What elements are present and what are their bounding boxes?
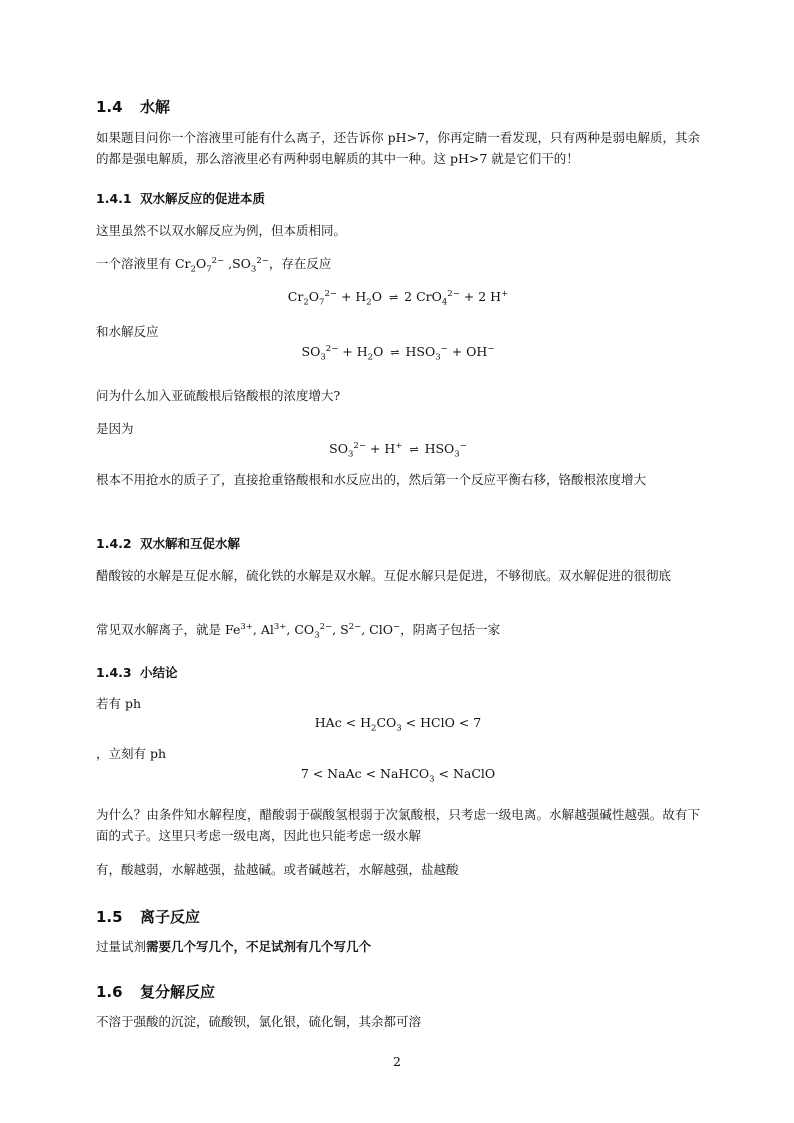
paragraph: 不溶于强酸的沉淀，硫酸钡，氯化银，硫化铜，其余都可溶 [96, 1014, 422, 1029]
subsection-heading-1-4-2: 1.4.2 双水解和互促水解 [96, 536, 241, 551]
paragraph: 根本不用抢水的质子了，直接抢重铬酸根和水反应出的，然后第一个反应平衡右移，铬酸根浓度增大 [96, 472, 647, 487]
inequality-acids: HAc < $H_2CO_3$ < HClO < 7 [314, 715, 482, 734]
paragraph: ，立刻有 ph [96, 746, 167, 761]
paragraph: 问为什么加入亚硫酸根后铬酸根的浓度增大? [96, 388, 341, 403]
paragraph: 有，酸越弱，水解越强，盐越碱。或者碱越若，水解越强，盐越酸 [96, 862, 459, 877]
section-heading-1-5: 1.5 离子反应 [96, 908, 201, 926]
paragraph: 醋酸铵的水解是互促水解，硫化铁的水解是双水解。互促水解只是促进，不够彻底。双水解促进的很彻底 [96, 568, 672, 583]
paragraph: 如果题目问你一个溶液里可能有什么离子，还告诉你 pH>7，你再定睛一看发现，只有两种是弱电解质，其余的都是强电解质，那么溶液里必有两种弱电解质的其中一种。这 pH>7 就是它们干的！ [96, 130, 700, 166]
inequality-salts: 7 < NaAc < NaHCO$_3$ < NaClO [300, 766, 496, 785]
page-number: 2 [393, 1054, 401, 1069]
equation-sulfite-protonation: $SO_3^{2-} + H^+$ ⇌ $HSO_3^-$ [329, 440, 467, 460]
equation-dichromate: $Cr_2O_7^{2-} + H_2O$ ⇌ 2 CrO$_4^{2-}$ + 2 H+ [287, 288, 509, 308]
paragraph-with-ions: 一个溶液里有 $Cr_2O_7^{2-}$ $,SO_3^{2-}$，存在反应 [96, 255, 332, 275]
subsection-heading-1-4-3: 1.4.3 小结论 [96, 665, 178, 680]
paragraph: 这里虽然不以双水解反应为例，但本质相同。 [96, 223, 347, 238]
paragraph: 若有 ph [96, 696, 142, 711]
paragraph-with-ions: 常见双水解离子，就是 $Fe^{3+}$, $Al^{3+}$, $CO_3^{2-}$, $S^{2-}$, ClO−，阴离子包括一家 [96, 621, 501, 641]
paragraph: 过量试剂需要几个写几个，不足试剂有几个写几个 [96, 939, 372, 954]
paragraph: 和水解反应 [96, 324, 159, 339]
subsection-heading-1-4-1: 1.4.1 双水解反应的促进本质 [96, 191, 266, 206]
paragraph: 是因为 [96, 421, 134, 436]
paragraph: 为什么？由条件知水解程度，醋酸弱于碳酸氢根弱于次氯酸根，只考虑一级电离。水解越强碱性越强。故有下面的式子。这里只考虑一级电离，因此也只能考虑一级水解 [96, 807, 700, 843]
section-heading-1-6: 1.6 复分解反应 [96, 983, 216, 1001]
section-heading-1-4: 1.4 水解 [96, 98, 171, 116]
equation-sulfite-hydrolysis: $SO_3^{2-} + H_2O$ ⇌ $HSO_3^- + OH^-$ [301, 343, 495, 363]
